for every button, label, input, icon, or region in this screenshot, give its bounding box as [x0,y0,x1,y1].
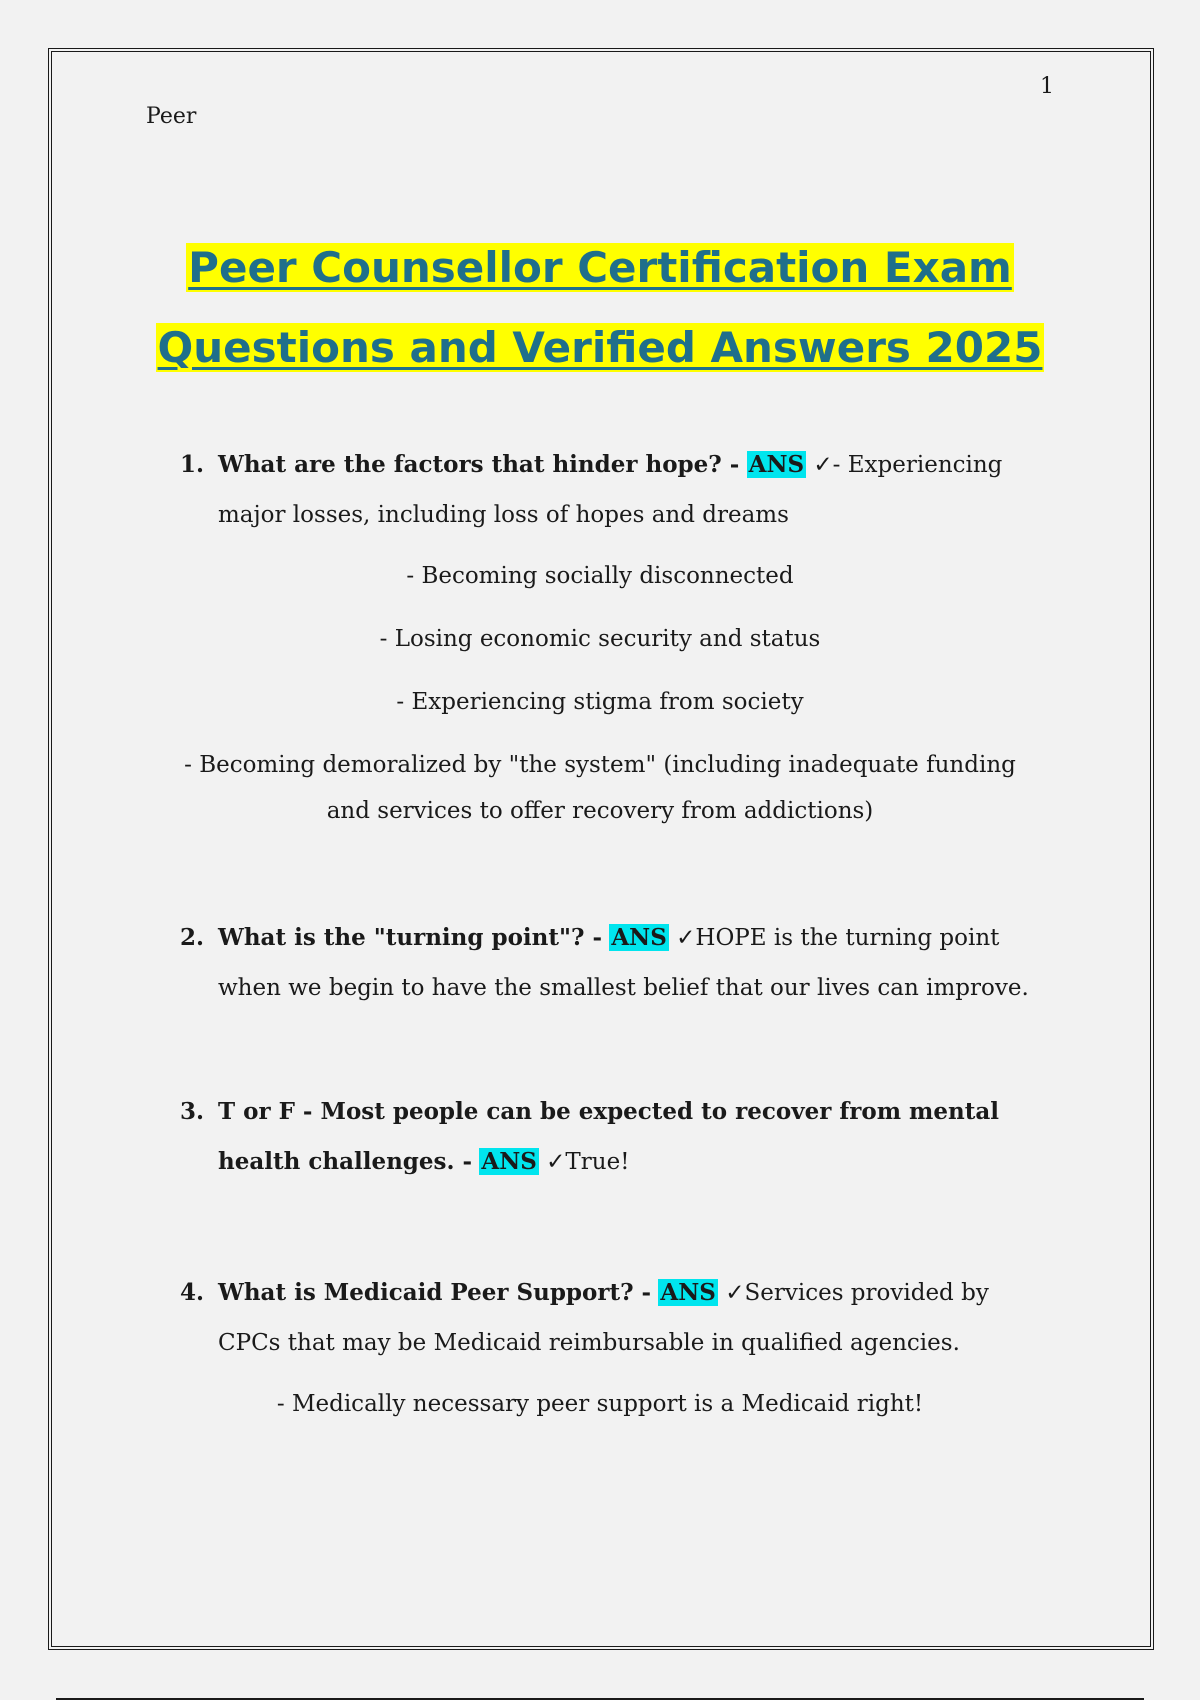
question-text-block [218,1268,1050,1368]
ans-label: ANS [748,451,805,478]
question-text: What are the factors that hinder hope? - [218,451,740,478]
ans-label: ANS [660,1279,716,1306]
ans-label: ANS [481,1148,537,1175]
answer-extra-line: - Becoming socially disconnected [406,563,794,589]
question-number: 1. [180,451,205,478]
question-number: 4. [180,1279,205,1306]
answer-extra-line: - Becoming demoralized by "the system" (including inadequate funding and services to offer recovery from addictions) [184,752,1016,824]
question-text-block [218,1087,1050,1187]
question-text: What is Medicaid Peer Support? - [218,1279,652,1306]
ans-label: ANS [611,924,667,951]
question-text-block [218,913,1050,1013]
page-number: 1 [1040,74,1054,99]
question-item [180,1268,1050,1368]
question-item [180,913,1050,1013]
answer-text: ✓Services provided by CPCs that may be Medicaid reimbursable in qualified agencies. [218,1280,989,1356]
title-line-2: Questions and Verified Answers 2025 [157,323,1043,372]
question-item [180,1087,1050,1187]
answer-text: ✓- Experiencing major losses, including loss of hopes and dreams [218,452,1003,528]
title-line-1: Peer Counsellor Certification Exam [188,243,1012,292]
question-number: 3. [180,1098,205,1125]
answer-extra-line: - Medically necessary peer support is a Medicaid right! [276,1391,924,1417]
running-head: Peer [146,104,197,129]
question-text: What is the "turning point"? - [218,924,603,951]
question-text-block [218,440,1050,540]
question-item [180,440,1050,540]
answer-text: ✓HOPE is the turning point when we begin to have the smallest belief that our lives can improve. [218,925,1029,1001]
answer-text: ✓True! [546,1149,630,1175]
answer-extra-line: - Losing economic security and status [379,626,821,652]
question-text: T or F - Most people can be expected to recover from mental health challenges. - [218,1098,999,1175]
answer-extra-line: - Experiencing stigma from society [396,689,804,715]
question-number: 2. [180,924,205,951]
page-title [100,228,1100,388]
